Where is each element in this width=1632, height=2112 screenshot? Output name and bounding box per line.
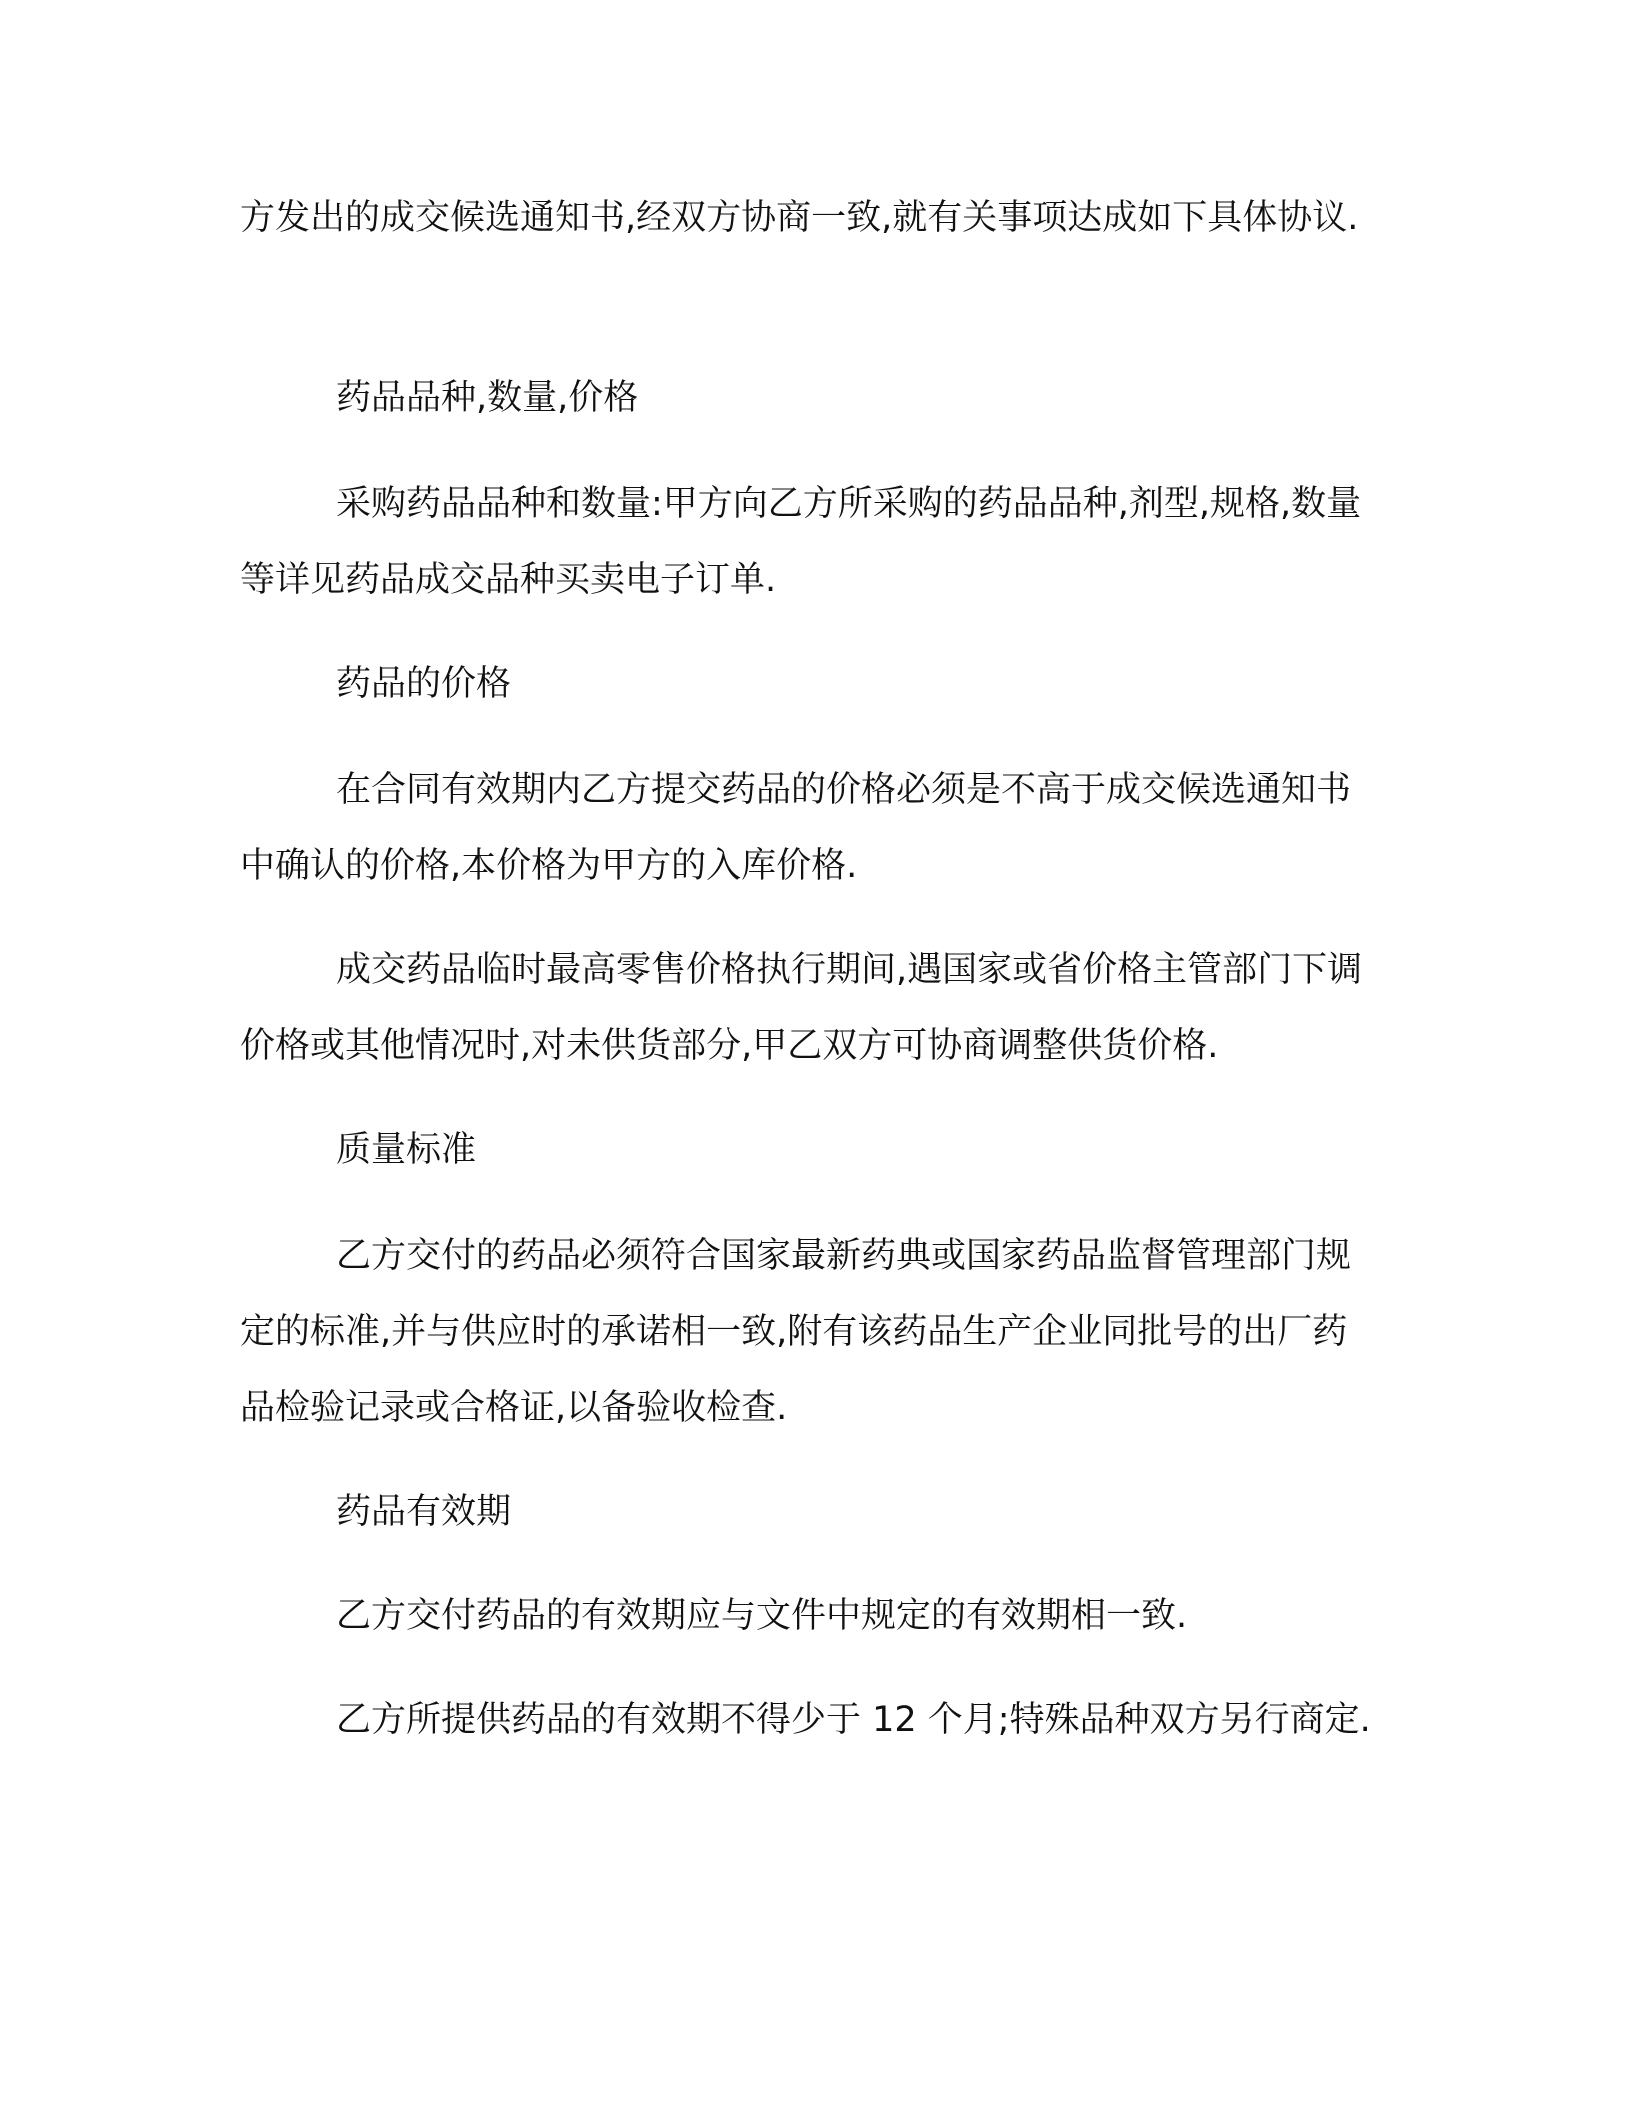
paragraph-validity-minimum: 乙方所提供药品的有效期不得少于 12 个月;特殊品种双方另行商定. xyxy=(336,1700,1371,1740)
paragraph-validity-consistency: 乙方交付药品的有效期应与文件中规定的有效期相一致. xyxy=(336,1596,1188,1636)
heading-drug-price: 药品的价格 xyxy=(336,664,512,704)
paragraph-continuation: 方发出的成交候选通知书,经双方协商一致,就有关事项达成如下具体协议. xyxy=(240,198,1359,238)
heading-drug-variety-quantity-price: 药品品种,数量,价格 xyxy=(336,378,639,418)
heading-quality-standard: 质量标准 xyxy=(336,1130,477,1170)
heading-validity-period: 药品有效期 xyxy=(336,1492,512,1532)
paragraph-purchase-variety: 采购药品品种和数量:甲方向乙方所采购的药品品种,剂型,规格,数量等详见药品成交品种买卖电子订单. xyxy=(240,484,1362,600)
paragraph-contract-price: 在合同有效期内乙方提交药品的价格必须是不高于成交候选通知书中确认的价格,本价格为甲方的入库价格. xyxy=(240,770,1352,886)
paragraph-quality-requirements: 乙方交付的药品必须符合国家最新药典或国家药品监督管理部门规定的标准,并与供应时的承诺相一致,附有该药品生产企业同批号的出厂药品检验记录或合格证,以备验收检查. xyxy=(240,1236,1352,1428)
paragraph-price-adjustment: 成交药品临时最高零售价格执行期间,遇国家或省价格主管部门下调价格或其他情况时,对未供货部分,甲乙双方可协商调整供货价格. xyxy=(240,950,1363,1066)
